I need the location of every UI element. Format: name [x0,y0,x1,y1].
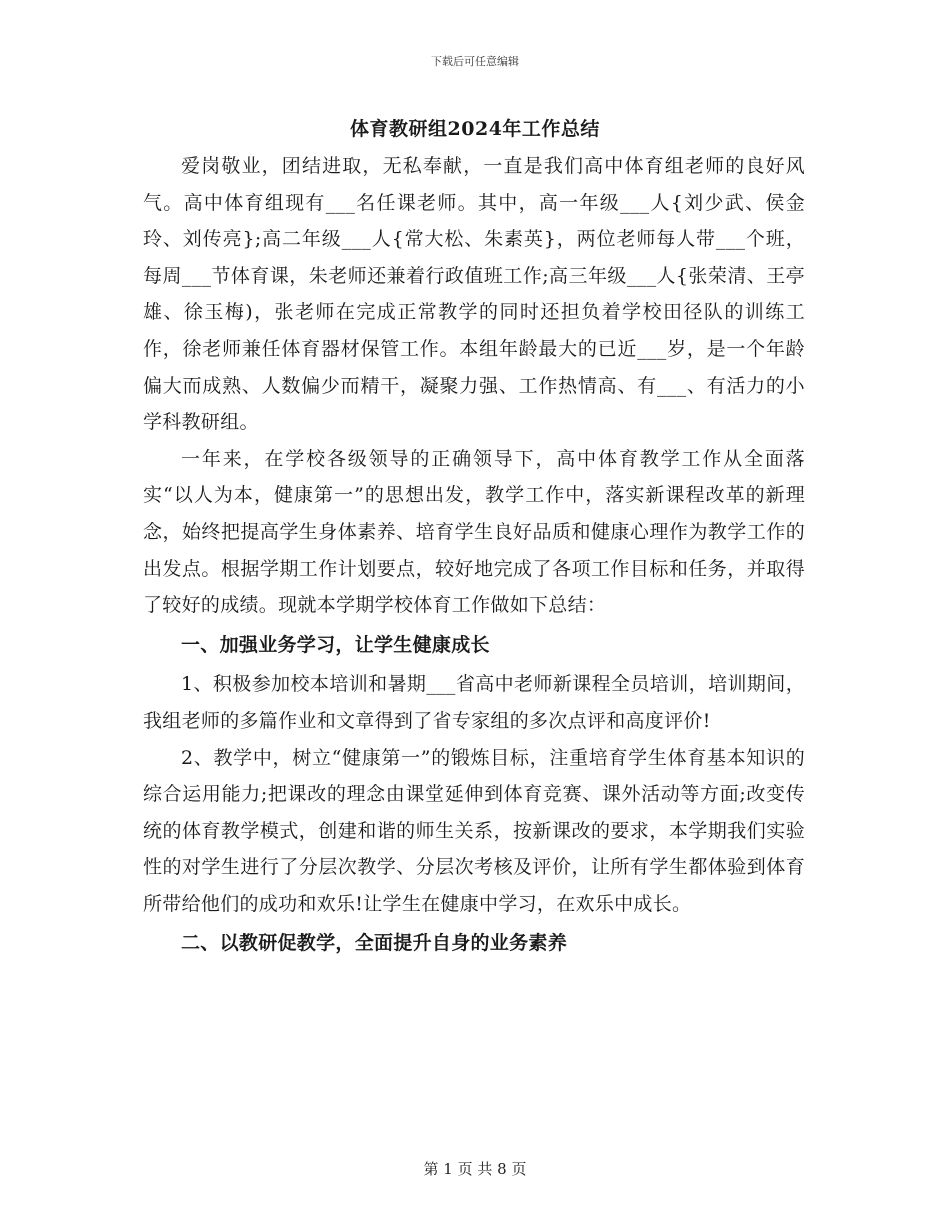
page-number: 第 1 页 共 8 页 [423,1160,527,1178]
paragraph-overview: 一年来，在学校各级领导的正确领导下，高中体育教学工作从全面落实“以人为本，健康第一”的思想出发，教学工作中，落实新课程改革的新理念，始终把提高学生身体素养、培育学生良好品质和健康心理作为教学工作的出发点。根据学期工作计划要点，较好地完成了各项工作目标和任务，并取得了较好的成绩。现就本学期学校体育工作做如下总结： [143,447,805,617]
page-header-note: 下载后可任意编辑 [431,55,519,68]
paragraph-training: 1、积极参加校本培训和暑期___省高中老师新课程全员培训，培训期间，我组老师的多篇作业和文章得到了省专家组的多次点评和高度评价! [143,673,805,732]
document-title: 体育教研组2024年工作总结 [350,118,600,140]
paragraph-intro: 爱岗敬业，团结进取，无私奉献，一直是我们高中体育组老师的良好风气。高中体育组现有___名任课老师。其中，高一年级___人{刘少武、侯金玲、刘传亮};高二年级___人{常大松、朱素英}，两位老师每人带___个班，每周___节体育课，朱老师还兼着行政值班工作;高三年级___人{张荣清、王亭雄、徐玉梅)，张老师在完成正常教学的同时还担负着学校田径队的训练工作，徐老师兼任体育器材保管工作。本组年龄最大的已近___岁，是一个年龄偏大而成熟、人数偏少而精干，凝聚力强、工作热情高、有___、有活力的小学科教研组。 [143,155,805,434]
paragraph-teaching: 2、教学中，树立“健康第一”的锻炼目标，注重培育学生体育基本知识的综合运用能力;把课改的理念由课堂延伸到体育竞赛、课外活动等方面;改变传统的体育教学模式，创建和谐的师生关系，按新课改的要求，本学期我们实验性的对学生进行了分层次教学、分层次考核及评价，让所有学生都体验到体育所带给他们的成功和欢乐!让学生在健康中学习，在欢乐中成长。 [143,746,805,915]
document-body [143,148,805,965]
section-heading-1: 一、加强业务学习，让学生健康成长 [181,633,490,656]
section-heading-2: 二、以教研促教学，全面提升自身的业务素养 [181,932,568,955]
